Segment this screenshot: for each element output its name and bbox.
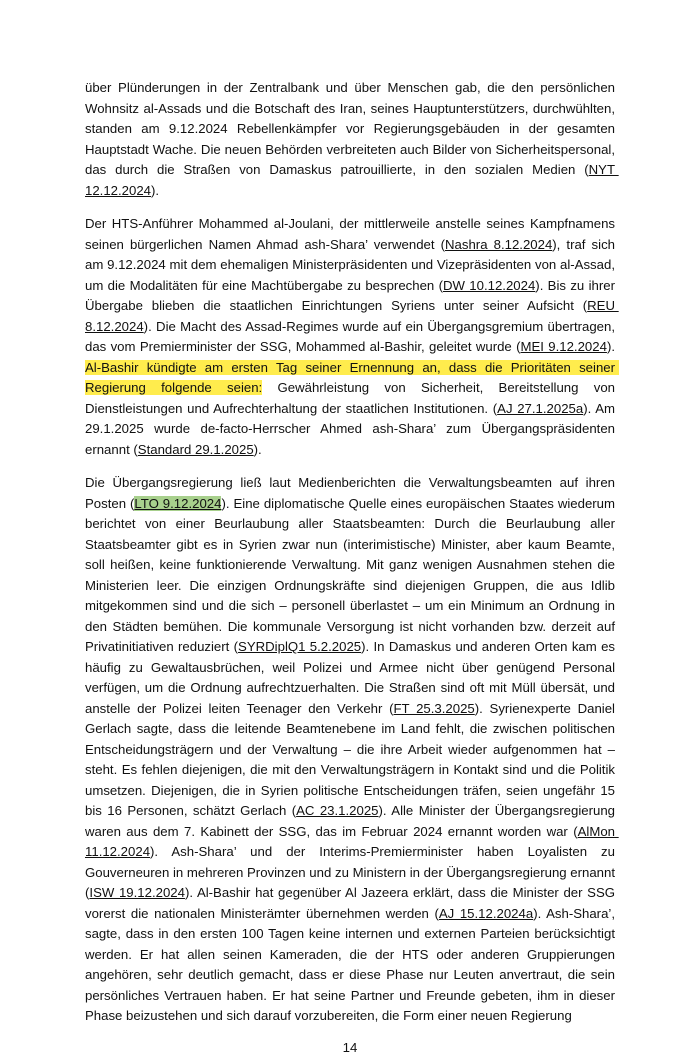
text-segment: ). Eine diplomatische Quelle eines europäischen Staates wiederum berichtet von einer Beurlaubung aller Staatsbeamten: Durch die Beurlaubung aller Staatsbeamter gibt es in Syrien zwar nun (interimistische) Minister, aber kaum Beamte, soll heißen, keine funktionierende Verwaltung. Mit ganz wenigen Ausnahmen stehen die Ministerien leer. Die einzigen Ordnungskräfte sind diejenigen Gruppen, die aus Idlib mitgekommen sind und die sich – personell überlastet – um ein Minimum an Ordnung in den Städten bemühen. Die kommunale Versorgung ist nicht vorhanden bzw. derzeit auf Privatinitiativen reduziert ( xyxy=(85,495,619,654)
text-segment: ). Ash-Shara’ und der Interims-Premierminister haben Loyalisten zu Gouverneuren in mehreren Provinzen und zu Ministern in der Übergangsregierung ernannt ( xyxy=(85,844,619,900)
citation-link[interactable]: FT 25.3.2025 xyxy=(393,700,475,716)
citation-link[interactable]: NYT 12.12.2024 xyxy=(85,162,619,198)
text-segment: ). Syrienexperte Daniel Gerlach sagte, dass die leitende Beamtenebene im Land fehlt, die zwischen politischen Entscheidungsträgern und der Verwaltung – die ihre Arbeit wieder aufgenommen hat – steht. Es fehlen diejenigen, die mit den Verwaltungsträgern in Kontakt sind und die Politik umsetzen. Diejenigen, die in Syrien politische Entscheidungen träfen, seien ungefähr 15 bis 16 Personen, schätzt Gerlach ( xyxy=(85,700,619,818)
citation-link[interactable]: AlMon 11.12.2024 xyxy=(85,823,619,859)
page-number: 14 xyxy=(342,1039,358,1055)
text-segment: ). xyxy=(606,339,618,354)
citation-link[interactable]: LTO 9.12.2024 xyxy=(134,495,222,511)
text-segment: ). Al-Bashir hat gegenüber Al Jazeera erklärt, dass die Minister der SSG vorerst die nationalen Ministerämter übernehmen werden ( xyxy=(85,885,619,921)
text-segment: ). Die Macht des Assad-Regimes wurde auf ein Übergangsgremium übertragen, das vom Premierminister der SSG, Mohammed al-Bashir, geleitet wurde ( xyxy=(85,318,619,354)
citation-link[interactable]: MEI 9.12.2024 xyxy=(520,339,607,354)
document-content xyxy=(85,78,619,1040)
text-segment: ). Ash-Shara’, sagte, dass in den ersten 100 Tagen keine internen und externen Parteien berücksichtigt werden. Er hat allen seinen Kameraden, die der HTS oder anderen Gruppierungen angehören, sehr deutlich gemacht, dass er diese Phase nur Leuten anvertraut, die sein persönliches Vertrauen haben. Er hat seine Partner und Freunde gebeten, ihm in dieser Phase beizustehen und sich darauf vorzubereiten, die Form einer neuen Regierung xyxy=(85,905,619,1023)
text-segment: ), traf sich am 9.12.2024 mit dem ehemaligen Ministerpräsidenten und Vizepräsidenten von al-Assad, um die Modalitäten für eine Machtübergabe zu besprechen ( xyxy=(85,236,619,293)
text-segment: ). Bis zu ihrer Übergabe blieben die staatlichen Einrichtungen Syriens unter seiner Aufsicht ( xyxy=(85,277,619,313)
text-segment: ). In Damaskus und anderen Orten kam es häufig zu Gewaltausbrüchen, weil Polizei und Armee nicht über genügend Personal verfügen, um die Ordnung aufrechtzuerhalten. Die Straßen sind oft mit Müll übersät, und anstelle der Polizei leiten Teenager den Verkehr ( xyxy=(85,639,619,716)
citation-link[interactable]: SYRDiplQ1 5.2.2025 xyxy=(238,639,362,654)
text-segment: ). xyxy=(151,182,160,198)
text-segment: ). Am 29.1.2025 wurde de-facto-Herrscher Ahmed ash-Shara’ zum Übergangspräsidenten ernannt ( xyxy=(85,400,619,457)
text-segment: ). Alle Minister der Übergangsregierung waren aus dem 7. Kabinett der SSG, das im Februar 2024 ernannt worden war ( xyxy=(85,803,619,839)
citation-link[interactable]: AJ 15.12.2024a xyxy=(438,905,534,921)
citation-link[interactable]: AC 23.1.2025 xyxy=(296,803,379,818)
citation-link[interactable]: Standard 29.1.2025 xyxy=(137,441,254,457)
text-segment: Die Übergangsregierung ließ laut Medienberichten die Verwaltungsbeamten auf ihren Posten ( xyxy=(85,475,619,511)
text-segment: Der HTS-Anführer Mohammed al-Joulani, der mittlerweile anstelle seines Kampfnamens seinen bürgerlichen Namen Ahmad ash-Shara’ verwendet ( xyxy=(85,216,619,252)
text-segment: Gewährleistung von Sicherheit, Bereitstellung von Dienstleistungen und Aufrechterhaltung der staatlichen Institutionen. ( xyxy=(85,380,619,416)
citation-link[interactable]: Nashra 8.12.2024 xyxy=(445,236,553,252)
text-segment: über Plünderungen in der Zentralbank und über Menschen gab, die den persönlichen Wohnsitz al-Assads und die Botschaft des Iran, seines Hauptunterstützers, durchwühlten, standen am 9.12.2024 Rebellenkämpfer vor Regierungsgebäuden in der gesamten Hauptstadt Wache. Die neuen Behörden verbreiteten auch Bilder von Sicherheitspersonal, das durch die Straßen von Damaskus patrouillierte, in den sozialen Medien ( xyxy=(85,80,619,177)
citation-link[interactable]: DW 10.12.2024 xyxy=(442,277,536,293)
citation-link[interactable]: REU 8.12.2024 xyxy=(85,298,619,334)
paragraph xyxy=(85,214,619,460)
citation-link[interactable]: ISW 19.12.2024 xyxy=(89,885,185,900)
citation-link[interactable]: AJ 27.1.2025a xyxy=(497,400,584,416)
text-segment: Al-Bashir kündigte am ersten Tag seiner Ernennung an, dass die Prioritäten seiner Regierung folgende seien: xyxy=(85,359,619,395)
paragraph xyxy=(85,78,619,201)
paragraph xyxy=(85,473,619,1027)
text-segment: ). xyxy=(253,441,262,457)
